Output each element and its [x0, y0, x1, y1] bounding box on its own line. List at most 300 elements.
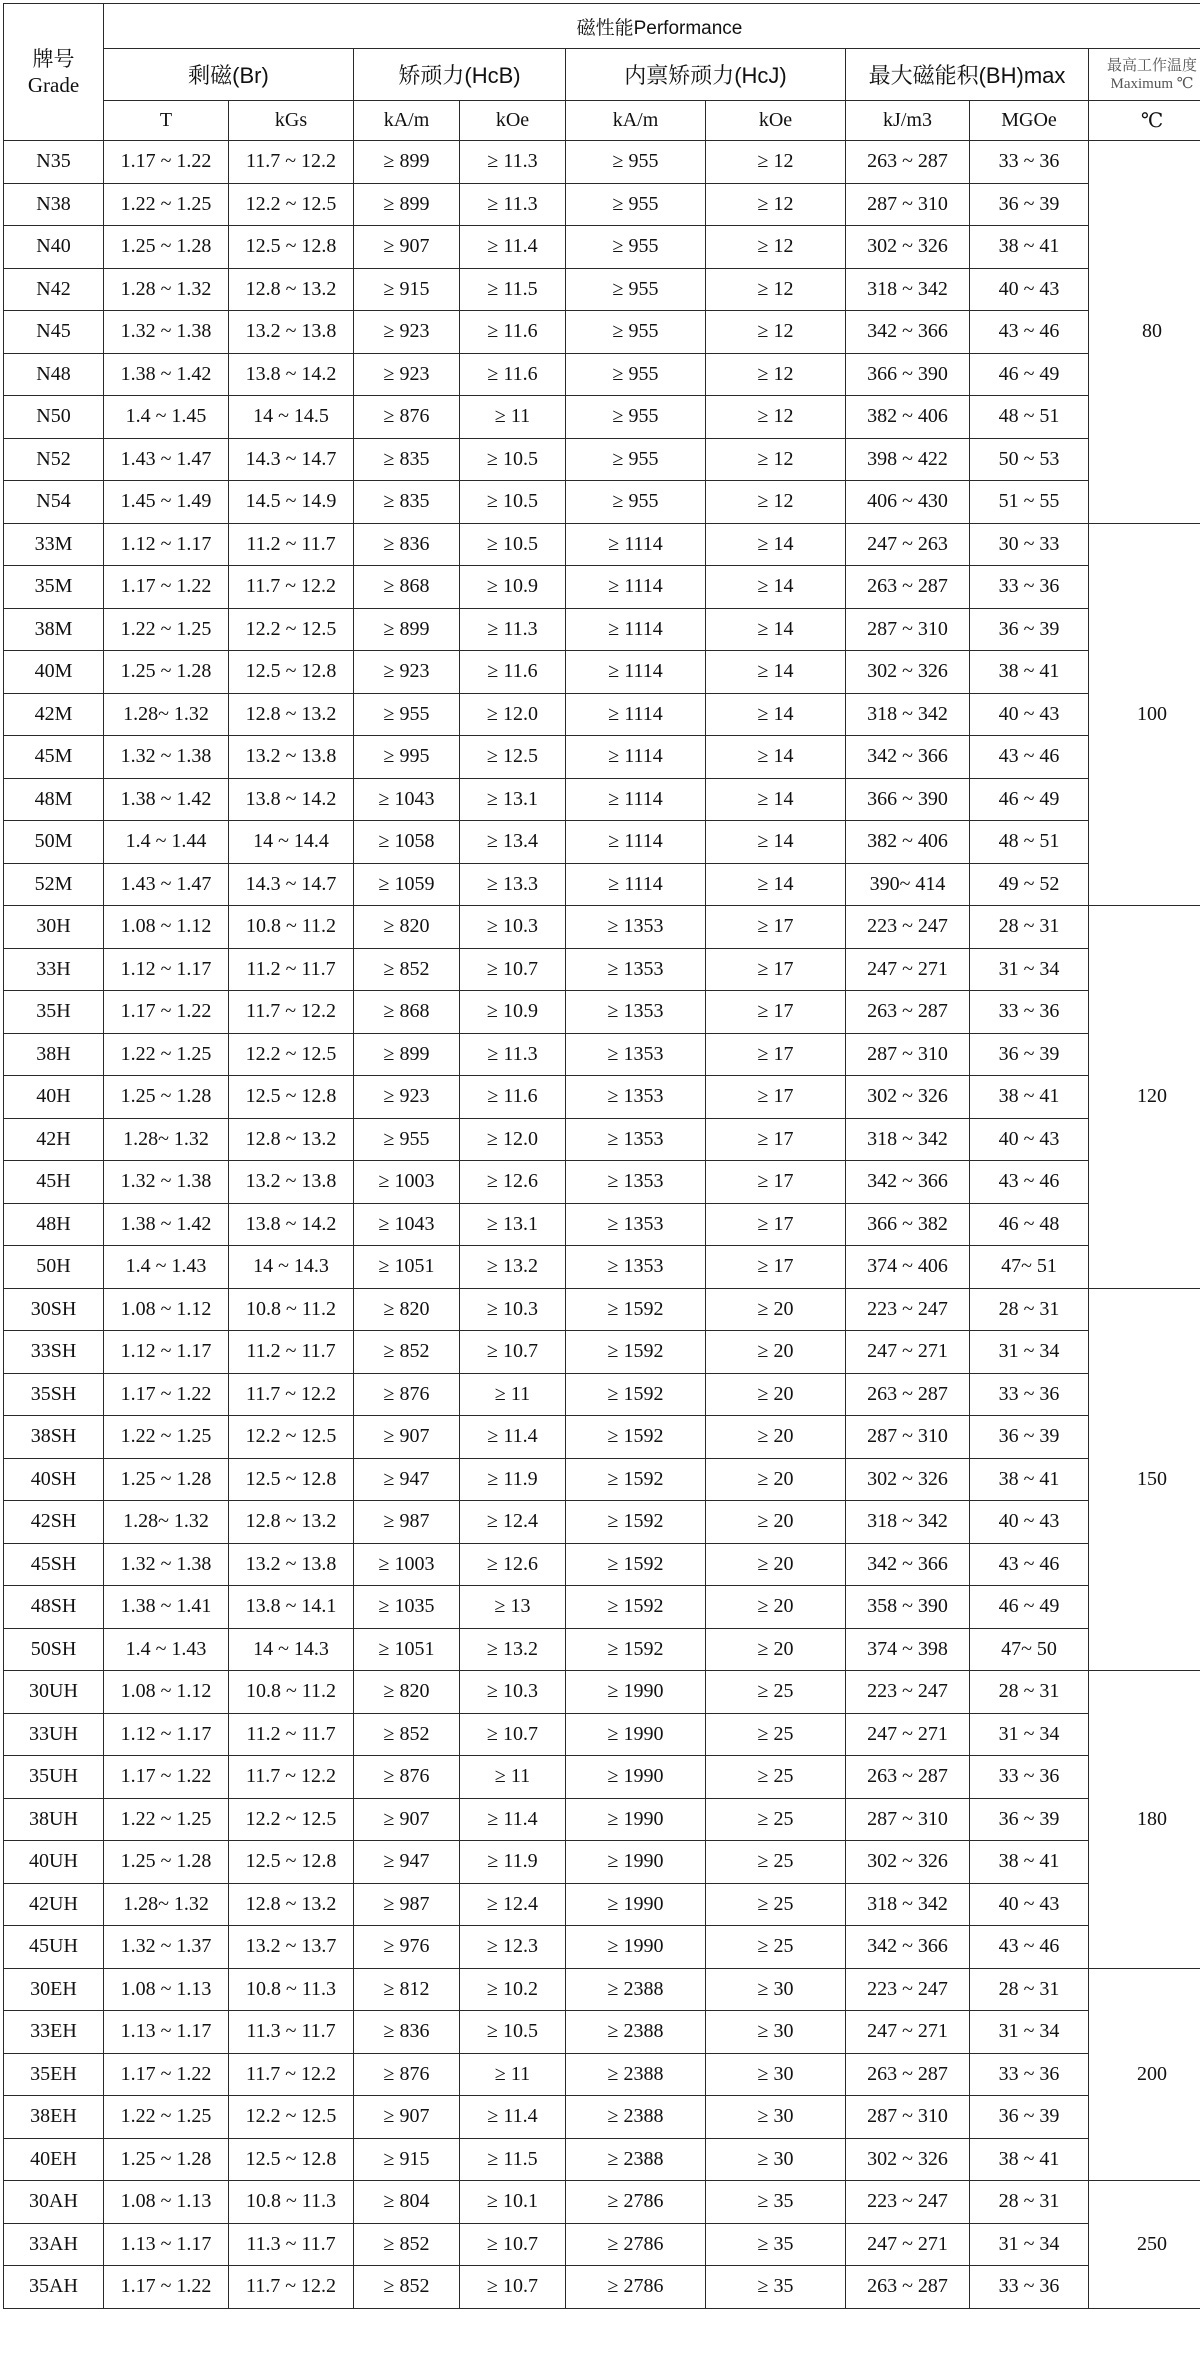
hcj-kam-cell: ≥ 2388: [566, 2011, 706, 2054]
hcj-kam-cell: ≥ 1114: [566, 778, 706, 821]
hcb-koe-cell: ≥ 10.7: [460, 2223, 566, 2266]
table-row: [4, 2011, 1200, 2054]
hcb-kam-cell: ≥ 899: [354, 608, 460, 651]
grade-cell: N35: [4, 141, 104, 184]
br-kgs-cell: 13.2 ~ 13.8: [229, 1161, 354, 1204]
hcj-koe-cell: ≥ 14: [706, 523, 846, 566]
hcb-koe-cell: ≥ 10.7: [460, 2266, 566, 2309]
br-t-cell: 1.17 ~ 1.22: [104, 141, 229, 184]
hcj-koe-cell: ≥ 20: [706, 1501, 846, 1544]
hcj-kam-cell: ≥ 1114: [566, 608, 706, 651]
br-kgs-cell: 11.7 ~ 12.2: [229, 566, 354, 609]
grade-cell: 35AH: [4, 2266, 104, 2309]
bh-kjm3-cell: 263 ~ 287: [846, 1373, 970, 1416]
unit-hcj-koe: kOe: [706, 101, 846, 141]
hcb-kam-cell: ≥ 899: [354, 1033, 460, 1076]
bh-kjm3-cell: 263 ~ 287: [846, 1756, 970, 1799]
grade-cell: 33EH: [4, 2011, 104, 2054]
bh-mgoe-cell: 47~ 51: [970, 1246, 1089, 1289]
bh-kjm3-cell: 358 ~ 390: [846, 1586, 970, 1629]
hcb-koe-cell: ≥ 10.2: [460, 1968, 566, 2011]
hcj-koe-cell: ≥ 14: [706, 608, 846, 651]
hcb-koe-cell: ≥ 13.3: [460, 863, 566, 906]
hcj-kam-cell: ≥ 955: [566, 353, 706, 396]
bh-kjm3-cell: 390~ 414: [846, 863, 970, 906]
br-kgs-cell: 12.2 ~ 12.5: [229, 1033, 354, 1076]
hcb-koe-cell: ≥ 13.1: [460, 778, 566, 821]
table-row: [4, 1968, 1200, 2011]
br-kgs-cell: 12.8 ~ 13.2: [229, 1501, 354, 1544]
br-t-cell: 1.38 ~ 1.42: [104, 778, 229, 821]
bh-kjm3-cell: 223 ~ 247: [846, 1288, 970, 1331]
bh-mgoe-cell: 33 ~ 36: [970, 141, 1089, 184]
hcj-koe-cell: ≥ 12: [706, 268, 846, 311]
hcj-koe-cell: ≥ 30: [706, 2053, 846, 2096]
bh-mgoe-cell: 28 ~ 31: [970, 1968, 1089, 2011]
max-temp-cell: 100: [1089, 523, 1200, 906]
br-kgs-cell: 10.8 ~ 11.3: [229, 1968, 354, 2011]
hcj-kam-cell: ≥ 1353: [566, 1076, 706, 1119]
hcj-kam-cell: ≥ 1353: [566, 1246, 706, 1289]
br-t-cell: 1.28~ 1.32: [104, 1883, 229, 1926]
hcj-koe-cell: ≥ 14: [706, 651, 846, 694]
hcj-koe-cell: ≥ 25: [706, 1713, 846, 1756]
hcb-koe-cell: ≥ 11.4: [460, 1798, 566, 1841]
bh-mgoe-cell: 48 ~ 51: [970, 396, 1089, 439]
table-row: [4, 183, 1200, 226]
bh-mgoe-cell: 46 ~ 49: [970, 1586, 1089, 1629]
br-t-cell: 1.17 ~ 1.22: [104, 991, 229, 1034]
table-row: [4, 1586, 1200, 1629]
bh-mgoe-cell: 33 ~ 36: [970, 1373, 1089, 1416]
hcj-kam-cell: ≥ 1353: [566, 1161, 706, 1204]
table-row: [4, 1458, 1200, 1501]
grade-cell: 35EH: [4, 2053, 104, 2096]
hcj-koe-cell: ≥ 25: [706, 1883, 846, 1926]
hcj-kam-cell: ≥ 955: [566, 226, 706, 269]
hcj-koe-cell: ≥ 14: [706, 693, 846, 736]
br-kgs-cell: 10.8 ~ 11.2: [229, 1671, 354, 1714]
bh-kjm3-cell: 302 ~ 326: [846, 651, 970, 694]
bh-mgoe-cell: 33 ~ 36: [970, 566, 1089, 609]
hcb-koe-cell: ≥ 11: [460, 2053, 566, 2096]
grade-cell: 45SH: [4, 1543, 104, 1586]
br-t-cell: 1.17 ~ 1.22: [104, 1756, 229, 1799]
hcb-koe-cell: ≥ 12.3: [460, 1926, 566, 1969]
hcb-koe-cell: ≥ 10.1: [460, 2181, 566, 2224]
table-row: [4, 863, 1200, 906]
hcb-kam-cell: ≥ 955: [354, 1118, 460, 1161]
br-kgs-cell: 13.2 ~ 13.7: [229, 1926, 354, 1969]
br-kgs-cell: 12.2 ~ 12.5: [229, 608, 354, 651]
br-t-cell: 1.4 ~ 1.45: [104, 396, 229, 439]
hcb-kam-cell: ≥ 923: [354, 353, 460, 396]
hcb-kam-cell: ≥ 987: [354, 1883, 460, 1926]
bh-mgoe-cell: 47~ 50: [970, 1628, 1089, 1671]
hcb-koe-cell: ≥ 11.9: [460, 1841, 566, 1884]
hcb-kam-cell: ≥ 1059: [354, 863, 460, 906]
hcj-kam-cell: ≥ 2786: [566, 2223, 706, 2266]
grade-cell: 30H: [4, 906, 104, 949]
br-kgs-cell: 14.3 ~ 14.7: [229, 438, 354, 481]
hcj-kam-cell: ≥ 955: [566, 183, 706, 226]
hcb-kam-cell: ≥ 820: [354, 1288, 460, 1331]
br-t-cell: 1.08 ~ 1.12: [104, 1288, 229, 1331]
br-t-cell: 1.13 ~ 1.17: [104, 2011, 229, 2054]
hcj-kam-cell: ≥ 1592: [566, 1501, 706, 1544]
bh-kjm3-cell: 247 ~ 271: [846, 1331, 970, 1374]
hcj-kam-cell: ≥ 1990: [566, 1756, 706, 1799]
bh-mgoe-cell: 31 ~ 34: [970, 1713, 1089, 1756]
table-row: [4, 311, 1200, 354]
grade-cell: 40SH: [4, 1458, 104, 1501]
hcb-kam-cell: ≥ 899: [354, 141, 460, 184]
grade-header: [4, 4, 104, 141]
hcb-koe-cell: ≥ 13.2: [460, 1628, 566, 1671]
hcj-kam-cell: ≥ 1114: [566, 821, 706, 864]
bh-kjm3-cell: 318 ~ 342: [846, 1501, 970, 1544]
bh-kjm3-cell: 287 ~ 310: [846, 183, 970, 226]
bh-kjm3-cell: 382 ~ 406: [846, 821, 970, 864]
hcb-koe-cell: ≥ 10.9: [460, 566, 566, 609]
br-kgs-cell: 11.3 ~ 11.7: [229, 2223, 354, 2266]
bh-mgoe-cell: 43 ~ 46: [970, 1543, 1089, 1586]
br-kgs-cell: 13.2 ~ 13.8: [229, 736, 354, 779]
bh-kjm3-cell: 287 ~ 310: [846, 1416, 970, 1459]
hcj-kam-cell: ≥ 1114: [566, 736, 706, 779]
br-t-cell: 1.25 ~ 1.28: [104, 651, 229, 694]
bh-mgoe-cell: 36 ~ 39: [970, 1798, 1089, 1841]
hcb-kam-cell: ≥ 836: [354, 2011, 460, 2054]
bh-mgoe-cell: 40 ~ 43: [970, 1501, 1089, 1544]
hcj-koe-cell: ≥ 30: [706, 2011, 846, 2054]
hcb-koe-cell: ≥ 12.0: [460, 693, 566, 736]
max-temp-header: [1089, 49, 1200, 101]
hcj-koe-cell: ≥ 25: [706, 1798, 846, 1841]
hcj-kam-cell: ≥ 2388: [566, 2138, 706, 2181]
bh-mgoe-cell: 33 ~ 36: [970, 991, 1089, 1034]
hcb-kam-cell: ≥ 1058: [354, 821, 460, 864]
hcb-koe-cell: ≥ 11.3: [460, 1033, 566, 1076]
bh-mgoe-cell: 38 ~ 41: [970, 1841, 1089, 1884]
br-t-cell: 1.17 ~ 1.22: [104, 2266, 229, 2309]
bh-kjm3-cell: 247 ~ 271: [846, 1713, 970, 1756]
br-kgs-cell: 12.2 ~ 12.5: [229, 1416, 354, 1459]
hcj-kam-cell: ≥ 1114: [566, 651, 706, 694]
table-row: [4, 1246, 1200, 1289]
hcj-koe-cell: ≥ 20: [706, 1416, 846, 1459]
bh-mgoe-cell: 43 ~ 46: [970, 736, 1089, 779]
br-t-cell: 1.22 ~ 1.25: [104, 608, 229, 651]
bh-mgoe-cell: 28 ~ 31: [970, 906, 1089, 949]
hcb-koe-cell: ≥ 10.5: [460, 2011, 566, 2054]
hcb-koe-cell: ≥ 11.3: [460, 608, 566, 651]
hcj-koe-cell: ≥ 17: [706, 1076, 846, 1119]
hcb-kam-cell: ≥ 852: [354, 948, 460, 991]
hcb-koe-cell: ≥ 10.5: [460, 481, 566, 524]
table-row: [4, 1671, 1200, 1714]
hcj-koe-cell: ≥ 14: [706, 736, 846, 779]
br-kgs-cell: 14 ~ 14.4: [229, 821, 354, 864]
bh-mgoe-cell: 43 ~ 46: [970, 1161, 1089, 1204]
hcj-kam-cell: ≥ 1990: [566, 1926, 706, 1969]
bh-kjm3-cell: 287 ~ 310: [846, 2096, 970, 2139]
grade-cell: 45M: [4, 736, 104, 779]
br-kgs-cell: 11.7 ~ 12.2: [229, 141, 354, 184]
bh-mgoe-cell: 38 ~ 41: [970, 651, 1089, 694]
grade-cell: 45H: [4, 1161, 104, 1204]
hcj-kam-cell: ≥ 955: [566, 438, 706, 481]
br-kgs-cell: 13.8 ~ 14.1: [229, 1586, 354, 1629]
br-t-cell: 1.08 ~ 1.12: [104, 1671, 229, 1714]
hcb-koe-cell: ≥ 11: [460, 1756, 566, 1799]
hcb-kam-cell: ≥ 876: [354, 1373, 460, 1416]
unit-bh-kjm3: kJ/m3: [846, 101, 970, 141]
hcb-koe-cell: ≥ 10.9: [460, 991, 566, 1034]
grade-cell: 38SH: [4, 1416, 104, 1459]
hcj-koe-cell: ≥ 25: [706, 1756, 846, 1799]
remanence-header: 剩磁(Br): [104, 49, 354, 101]
br-t-cell: 1.12 ~ 1.17: [104, 523, 229, 566]
bh-mgoe-cell: 40 ~ 43: [970, 1118, 1089, 1161]
br-t-cell: 1.25 ~ 1.28: [104, 1076, 229, 1119]
table-row: [4, 1203, 1200, 1246]
hcj-koe-cell: ≥ 35: [706, 2266, 846, 2309]
hcj-kam-cell: ≥ 1990: [566, 1671, 706, 1714]
max-temp-cell: 120: [1089, 906, 1200, 1289]
grade-cell: N52: [4, 438, 104, 481]
table-row: [4, 1926, 1200, 1969]
bh-mgoe-cell: 36 ~ 39: [970, 1416, 1089, 1459]
grade-cell: 33UH: [4, 1713, 104, 1756]
grade-cell: 35UH: [4, 1756, 104, 1799]
hcj-kam-cell: ≥ 1990: [566, 1841, 706, 1884]
br-kgs-cell: 11.7 ~ 12.2: [229, 1756, 354, 1799]
br-kgs-cell: 13.8 ~ 14.2: [229, 353, 354, 396]
bh-mgoe-cell: 38 ~ 41: [970, 1458, 1089, 1501]
br-t-cell: 1.28~ 1.32: [104, 693, 229, 736]
hcb-koe-cell: ≥ 10.3: [460, 1288, 566, 1331]
hcb-kam-cell: ≥ 852: [354, 2266, 460, 2309]
bh-kjm3-cell: 342 ~ 366: [846, 311, 970, 354]
hcb-koe-cell: ≥ 11: [460, 1373, 566, 1416]
hcb-kam-cell: ≥ 876: [354, 2053, 460, 2096]
grade-cell: 35M: [4, 566, 104, 609]
table-row: [4, 396, 1200, 439]
bh-kjm3-cell: 223 ~ 247: [846, 2181, 970, 2224]
hcj-kam-cell: ≥ 1114: [566, 863, 706, 906]
bh-mgoe-cell: 31 ~ 34: [970, 2011, 1089, 2054]
hcj-kam-cell: ≥ 2388: [566, 1968, 706, 2011]
bh-kjm3-cell: 342 ~ 366: [846, 736, 970, 779]
bh-kjm3-cell: 398 ~ 422: [846, 438, 970, 481]
hcj-koe-cell: ≥ 12: [706, 226, 846, 269]
hcb-kam-cell: ≥ 868: [354, 566, 460, 609]
unit-temp-c: ℃: [1089, 101, 1200, 141]
intrinsic-coercivity-header: 内禀矫顽力(HcJ): [566, 49, 846, 101]
grade-cell: 30UH: [4, 1671, 104, 1714]
bh-kjm3-cell: 302 ~ 326: [846, 1841, 970, 1884]
max-temp-cell: 180: [1089, 1671, 1200, 1969]
br-t-cell: 1.28~ 1.32: [104, 1501, 229, 1544]
grade-cell: 48M: [4, 778, 104, 821]
bh-kjm3-cell: 302 ~ 326: [846, 2138, 970, 2181]
bh-kjm3-cell: 318 ~ 342: [846, 1883, 970, 1926]
br-t-cell: 1.17 ~ 1.22: [104, 1373, 229, 1416]
hcj-koe-cell: ≥ 25: [706, 1841, 846, 1884]
table-row: [4, 1118, 1200, 1161]
hcj-koe-cell: ≥ 12: [706, 183, 846, 226]
bh-kjm3-cell: 263 ~ 287: [846, 991, 970, 1034]
table-row: [4, 948, 1200, 991]
br-kgs-cell: 12.2 ~ 12.5: [229, 183, 354, 226]
br-kgs-cell: 14.5 ~ 14.9: [229, 481, 354, 524]
br-t-cell: 1.25 ~ 1.28: [104, 1458, 229, 1501]
grade-cell: 42H: [4, 1118, 104, 1161]
br-kgs-cell: 12.8 ~ 13.2: [229, 1883, 354, 1926]
grade-cell: 52M: [4, 863, 104, 906]
br-kgs-cell: 12.5 ~ 12.8: [229, 226, 354, 269]
hcb-koe-cell: ≥ 10.7: [460, 948, 566, 991]
bh-mgoe-cell: 46 ~ 48: [970, 1203, 1089, 1246]
hcb-koe-cell: ≥ 11.4: [460, 1416, 566, 1459]
table-row: [4, 1373, 1200, 1416]
hcj-kam-cell: ≥ 1353: [566, 906, 706, 949]
grade-cell: N42: [4, 268, 104, 311]
hcj-koe-cell: ≥ 35: [706, 2181, 846, 2224]
bh-mgoe-cell: 28 ~ 31: [970, 1288, 1089, 1331]
hcb-kam-cell: ≥ 852: [354, 1331, 460, 1374]
hcb-koe-cell: ≥ 11: [460, 396, 566, 439]
grade-cell: 33M: [4, 523, 104, 566]
hcj-koe-cell: ≥ 20: [706, 1373, 846, 1416]
hcj-kam-cell: ≥ 1353: [566, 991, 706, 1034]
br-t-cell: 1.12 ~ 1.17: [104, 1331, 229, 1374]
table-row: [4, 651, 1200, 694]
grade-cell: 42M: [4, 693, 104, 736]
br-t-cell: 1.4 ~ 1.43: [104, 1246, 229, 1289]
grade-cell: 40EH: [4, 2138, 104, 2181]
hcb-koe-cell: ≥ 13.4: [460, 821, 566, 864]
br-t-cell: 1.25 ~ 1.28: [104, 1841, 229, 1884]
hcj-kam-cell: ≥ 1592: [566, 1416, 706, 1459]
bh-mgoe-cell: 38 ~ 41: [970, 2138, 1089, 2181]
table-row: [4, 1331, 1200, 1374]
br-kgs-cell: 14 ~ 14.3: [229, 1246, 354, 1289]
br-t-cell: 1.17 ~ 1.22: [104, 2053, 229, 2096]
table-row: [4, 226, 1200, 269]
hcb-koe-cell: ≥ 10.7: [460, 1713, 566, 1756]
hcj-koe-cell: ≥ 12: [706, 311, 846, 354]
max-temp-cell: 80: [1089, 141, 1200, 524]
br-kgs-cell: 12.5 ~ 12.8: [229, 2138, 354, 2181]
bh-mgoe-cell: 50 ~ 53: [970, 438, 1089, 481]
br-kgs-cell: 12.8 ~ 13.2: [229, 1118, 354, 1161]
table-row: [4, 906, 1200, 949]
hcj-koe-cell: ≥ 17: [706, 906, 846, 949]
hcj-kam-cell: ≥ 2388: [566, 2096, 706, 2139]
bh-mgoe-cell: 49 ~ 52: [970, 863, 1089, 906]
bh-kjm3-cell: 263 ~ 287: [846, 2053, 970, 2096]
table-row: [4, 353, 1200, 396]
hcb-koe-cell: ≥ 11.3: [460, 183, 566, 226]
grade-cell: 48SH: [4, 1586, 104, 1629]
bh-kjm3-cell: 263 ~ 287: [846, 2266, 970, 2309]
grade-cell: 40UH: [4, 1841, 104, 1884]
bh-kjm3-cell: 374 ~ 398: [846, 1628, 970, 1671]
grade-cell: 45UH: [4, 1926, 104, 1969]
grade-header-cn: 牌号: [32, 47, 75, 71]
br-kgs-cell: 10.8 ~ 11.2: [229, 906, 354, 949]
table-row: [4, 991, 1200, 1034]
bh-mgoe-cell: 40 ~ 43: [970, 268, 1089, 311]
hcj-koe-cell: ≥ 20: [706, 1458, 846, 1501]
hcj-koe-cell: ≥ 12: [706, 353, 846, 396]
table-row: [4, 2096, 1200, 2139]
br-t-cell: 1.22 ~ 1.25: [104, 1033, 229, 1076]
br-t-cell: 1.32 ~ 1.38: [104, 1161, 229, 1204]
br-kgs-cell: 11.2 ~ 11.7: [229, 523, 354, 566]
br-kgs-cell: 11.7 ~ 12.2: [229, 991, 354, 1034]
hcb-kam-cell: ≥ 987: [354, 1501, 460, 1544]
br-t-cell: 1.43 ~ 1.47: [104, 863, 229, 906]
br-t-cell: 1.45 ~ 1.49: [104, 481, 229, 524]
br-kgs-cell: 12.5 ~ 12.8: [229, 1076, 354, 1119]
br-kgs-cell: 12.5 ~ 12.8: [229, 651, 354, 694]
br-kgs-cell: 11.2 ~ 11.7: [229, 1713, 354, 1756]
bh-kjm3-cell: 382 ~ 406: [846, 396, 970, 439]
bh-kjm3-cell: 223 ~ 247: [846, 906, 970, 949]
hcj-kam-cell: ≥ 1592: [566, 1373, 706, 1416]
bh-kjm3-cell: 223 ~ 247: [846, 1968, 970, 2011]
hcb-koe-cell: ≥ 13: [460, 1586, 566, 1629]
hcj-kam-cell: ≥ 2388: [566, 2053, 706, 2096]
br-kgs-cell: 14 ~ 14.3: [229, 1628, 354, 1671]
bh-kjm3-cell: 342 ~ 366: [846, 1543, 970, 1586]
bh-mgoe-cell: 36 ~ 39: [970, 2096, 1089, 2139]
br-kgs-cell: 14 ~ 14.5: [229, 396, 354, 439]
hcb-kam-cell: ≥ 907: [354, 1798, 460, 1841]
unit-hcj-kam: kA/m: [566, 101, 706, 141]
grade-cell: N45: [4, 311, 104, 354]
table-row: [4, 2266, 1200, 2309]
hcj-kam-cell: ≥ 1114: [566, 523, 706, 566]
hcj-koe-cell: ≥ 17: [706, 1161, 846, 1204]
bh-mgoe-cell: 38 ~ 41: [970, 1076, 1089, 1119]
br-kgs-cell: 11.2 ~ 11.7: [229, 1331, 354, 1374]
br-t-cell: 1.32 ~ 1.38: [104, 1543, 229, 1586]
br-kgs-cell: 10.8 ~ 11.2: [229, 1288, 354, 1331]
bh-mgoe-cell: 38 ~ 41: [970, 226, 1089, 269]
bh-kjm3-cell: 247 ~ 271: [846, 948, 970, 991]
br-kgs-cell: 12.5 ~ 12.8: [229, 1841, 354, 1884]
hcj-koe-cell: ≥ 30: [706, 1968, 846, 2011]
unit-bh-mgoe: MGOe: [970, 101, 1089, 141]
br-kgs-cell: 11.3 ~ 11.7: [229, 2011, 354, 2054]
br-kgs-cell: 13.2 ~ 13.8: [229, 311, 354, 354]
bh-kjm3-cell: 342 ~ 366: [846, 1161, 970, 1204]
hcj-kam-cell: ≥ 955: [566, 268, 706, 311]
hcj-koe-cell: ≥ 17: [706, 991, 846, 1034]
hcj-koe-cell: ≥ 20: [706, 1586, 846, 1629]
bh-mgoe-cell: 30 ~ 33: [970, 523, 1089, 566]
bh-mgoe-cell: 33 ~ 36: [970, 2266, 1089, 2309]
bh-mgoe-cell: 33 ~ 36: [970, 2053, 1089, 2096]
table-row: [4, 1416, 1200, 1459]
br-kgs-cell: 11.2 ~ 11.7: [229, 948, 354, 991]
bh-mgoe-cell: 48 ~ 51: [970, 821, 1089, 864]
hcj-kam-cell: ≥ 955: [566, 396, 706, 439]
